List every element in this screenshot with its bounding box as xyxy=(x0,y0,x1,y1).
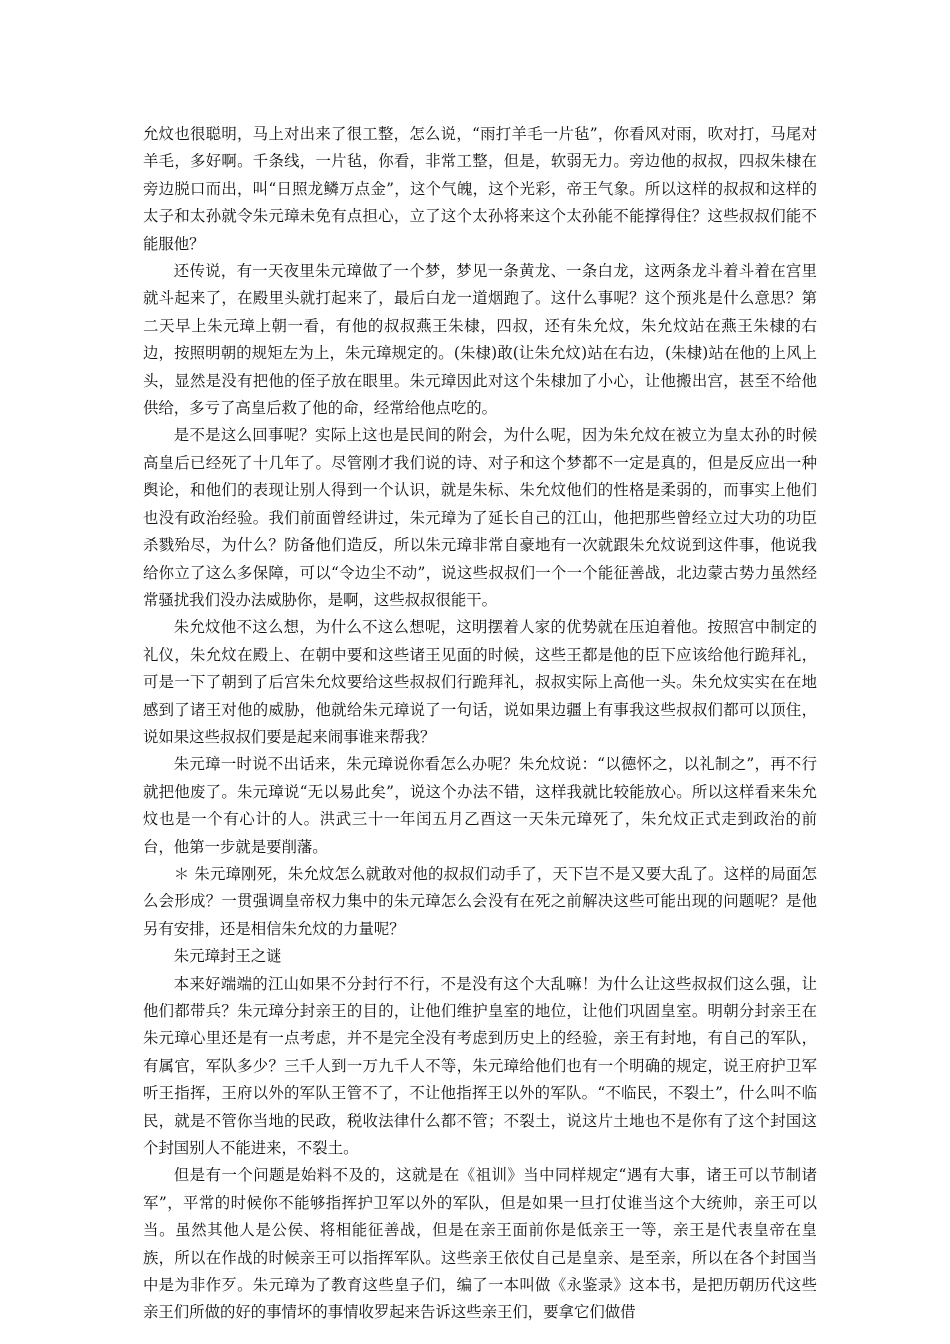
paragraph: 本来好端端的江山如果不分封行不行，不是没有这个大乱嘛！为什么让这些叔叔们这么强，让他们都带兵？朱元璋分封亲王的目的，让他们维护皇室的地位，让他们巩固皇室。明朝分封亲王在朱元璋心里还是有一点考虑，并不是完全没有考虑到历史上的经验，亲王有封地，有自己的军队，有属官，军队多少？三千人到一万九千人不等，朱元璋给他们也有一个明确的规定，说王府护卫军听王指挥，王府以外的军队王管不了，不让他指挥王以外的军队。“不临民，不裂土”，什么叫不临民，就是不管你当地的民政，税收法律什么都不管；不裂土，说这片土地也不是你有了这个封国这个封国别人不能进来，不裂土。 xyxy=(143,974,817,1158)
paragraph: 是不是这么回事呢？实际上这也是民间的附会，为什么呢，因为朱允炆在被立为皇太孙的时候高皇后已经死了十几年了。尽管刚才我们说的诗、对子和这个梦都不一定是真的，但是反应出一种舆论，和他们的表现让别人得到一个认识，就是朱标、朱允炆他们的性格是柔弱的，而事实上他们也没有政治经验。我们前面曾经讲过，朱元璋为了延长自己的江山，他把那些曾经立过大功的功臣杀戮殆尽，为什么？防备他们造反，所以朱元璋非常自豪地有一次就跟朱允炆说到这件事，他说我给你立了这么多保障，可以“令边尘不动”，说这些叔叔们一个一个能征善战，北边蒙古势力虽然经常骚扰我们没办法威胁你，是啊，这些叔叔很能干。 xyxy=(143,426,817,609)
paragraph: 允炆也很聪明，马上对出来了很工整，怎么说，“雨打羊毛一片毡”，你看风对雨，吹对打，马尾对羊毛，多好啊。千条线，一片毡，你看，非常工整，但是，软弱无力。旁边他的叔叔，四叔朱棣在旁边脱口而出，叫“日照龙鳞万点金”，这个气魄，这个光彩，帝王气象。所以这样的叔叔和这样的太子和太孙就令朱元璋未免有点担心，立了这个太孙将来这个太孙能不能撑得住？这些叔叔们能不能服他？ xyxy=(143,125,817,253)
paragraph: 朱元璋一时说不出话来，朱元璋说你看怎么办呢？朱允炆说：“以德怀之，以礼制之”，再不行就把他废了。朱元璋说“无以易此矣”，说这个办法不错，这样我就比较能放心。所以这样看来朱允炆也是一个有心计的人。洪武三十一年闰五月乙酉这一天朱元璋死了，朱允炆正式走到政治的前台，他第一步就是要削藩。 xyxy=(143,755,817,856)
paragraph: 还传说，有一天夜里朱元璋做了一个梦，梦见一条黄龙、一条白龙，这两条龙斗着斗着在宫里就斗起来了，在殿里头就打起来了，最后白龙一道烟跑了。这什么事呢？这个预兆是什么意思？第二天早上朱元璋上朝一看，有他的叔叔燕王朱棣，四叔，还有朱允炆，朱允炆站在燕王朱棣的右边，按照明朝的规矩左为上，朱元璋规定的。(朱棣)敢(让朱允炆)站在右边，(朱棣)站在他的上风上头，显然是没有把他的侄子放在眼里。朱元璋因此对这个朱棣加了小心，让他搬出宫，甚至不给他供给，多亏了高皇后救了他的命，经常给他点吃的。 xyxy=(143,262,817,418)
section-heading: 朱元璋封王之谜 xyxy=(173,947,282,966)
paragraph: 朱允炆他不这么想，为什么不这么想呢，这明摆着人家的优势就在压迫着他。按照宫中制定的礼仪，朱允炆在殿上、在朝中要和这些诸王见面的时候，这些王都是他的臣下应该给他行跪拜礼，可是一下了朝到了后宫朱允炆要给这些叔叔们行跪拜礼，叔叔实际上高他一头。朱允炆实实在在地感到了诸王对他的威胁，他就给朱元璋说了一句话，说如果边疆上有事我这些叔叔们都可以顶住，说如果这些叔叔们要是起来闹事谁来帮我？ xyxy=(143,618,817,746)
paragraph: ＊ 朱元璋刚死，朱允炆怎么就敢对他的叔叔们动手了，天下岂不是又要大乱了。这样的局面怎么会形成？一贯强调皇帝权力集中的朱元璋怎么会没有在死之前解决这些可能出现的问题呢？是他另有安排，还是相信朱允炆的力量呢？ xyxy=(143,864,817,938)
paragraph: 但是有一个问题是始料不及的，这就是在《祖训》当中同样规定“遇有大事，诸王可以节制诸军”，平常的时候你不能够指挥护卫军以外的军队，但是如果一旦打仗谁当这个大统帅，亲王可以当。虽然其他人是公侯、将相能征善战，但是在亲王面前你是低亲王一等，亲王是代表皇帝在皇族，所以在作战的时候亲王可以指挥军队。这些亲王依仗自己是皇亲、是至亲，所以在各个封国当中是为非作歹。朱元璋为了教育这些皇子们，编了一本叫做《永鉴录》这本书，是把历朝历代这些亲王们所做的好的事情坏的事情收罗起来告诉这些亲王们，要拿它们做借 xyxy=(143,1166,817,1322)
document-page xyxy=(143,121,817,1327)
